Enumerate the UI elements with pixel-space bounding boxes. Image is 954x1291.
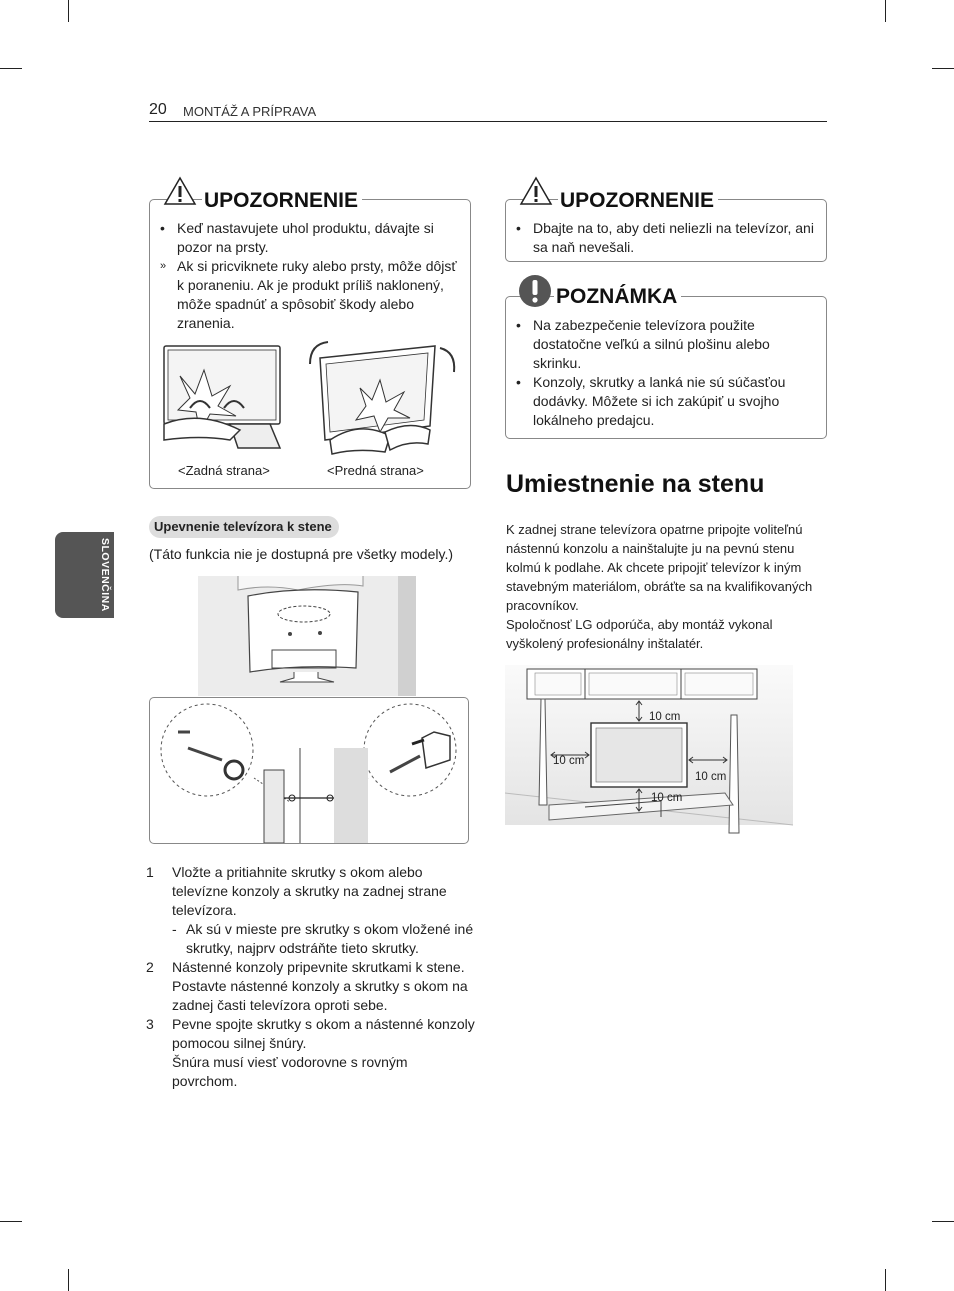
wall-mount-text — [506, 520, 826, 653]
crop-mark — [932, 1221, 954, 1222]
tv-angle-illustration — [160, 340, 460, 458]
crop-mark — [885, 1269, 886, 1291]
paragraph: K zadnej strane televízora opatrne pripojte voliteľnú nástennú konzolu a nainštalujte ju na pevnú stenu kolmú k podlahe. Ak chcete pripojiť televízor k iným stavebným materiálom, obráťte sa na kvalifikovaných pracovníkov. — [506, 522, 813, 613]
steps-list — [146, 863, 476, 1091]
wall-clearance-diagram — [505, 665, 795, 840]
header-rule — [149, 121, 827, 122]
language-tab-label: SLOVENČINA — [99, 538, 111, 612]
language-tab — [55, 532, 114, 618]
dimension-left: 10 cm — [553, 755, 585, 767]
tv-front-view — [310, 342, 454, 454]
caution-title-right: UPOZORNENIE — [558, 189, 718, 213]
list-item: - Ak sú v mieste pre skrutky s okom vložené iné skrutky, najprv odstráňte tieto skrutky. — [172, 921, 474, 956]
list-item: 3 Pevne spojte skrutky s okom a nástenné konzoly pomocou silnej šnúry. Šnúra musí viesť vodorovne s rovným povrchom. — [146, 1016, 475, 1089]
dimension-right: 10 cm — [695, 771, 727, 783]
dimension-top: 10 cm — [649, 711, 681, 723]
list-item: 2 Nástenné konzoly pripevnite skrutkami k stene. Postavte nástenné konzoly a skrutky s okom na zadnej časti televízora oproti sebe. — [146, 959, 468, 1013]
crop-mark — [68, 0, 69, 22]
exclamation-icon — [518, 274, 552, 308]
caution-box-left — [149, 199, 471, 489]
paragraph: Spoločnosť LG odporúča, aby montáž vykonal vyškolený profesionálny inštalatér. — [506, 617, 773, 651]
list-item: • Keď nastavujete uhol produktu, dávajte si pozor na prsty. — [160, 220, 434, 255]
crop-mark — [0, 1221, 22, 1222]
page-number: 20 — [149, 101, 167, 118]
warning-triangle-icon — [519, 176, 553, 206]
section-heading: Umiestnenie na stenu — [506, 470, 765, 498]
availability-note: (Táto funkcia nie je dostupná pre všetky modely.) — [149, 546, 454, 562]
note-title: POZNÁMKA — [554, 285, 681, 309]
caution-title-left: UPOZORNENIE — [202, 189, 362, 213]
note-list — [506, 316, 818, 430]
crop-mark — [68, 1269, 69, 1291]
section-title: MONTÁŽ A PRÍPRAVA — [183, 104, 317, 119]
tv-wall-illustration — [198, 576, 416, 696]
warning-triangle-icon — [163, 176, 197, 206]
eyebolt-bracket-illustration — [150, 698, 468, 843]
wall-fix-label: Upevnenie televízora k stene — [149, 516, 339, 538]
list-item: • Dbajte na to, aby deti neliezli na televízor, ani sa naň nevešali. — [516, 220, 814, 255]
list-item: » Ak si pricviknete ruky alebo prsty, môže dôjsť k poraneniu. Ak je produkt príliš naklonený, môže spadnúť a spôsobiť škody alebo zranenia. — [160, 258, 457, 331]
crop-mark — [0, 68, 22, 69]
bracket-detail-box — [149, 697, 469, 844]
note-box — [505, 296, 827, 439]
caption-back: <Zadná strana> — [178, 463, 270, 478]
crop-mark — [885, 0, 886, 22]
dimension-bottom: 10 cm — [651, 792, 683, 804]
list-item: • Konzoly, skrutky a lanká nie sú súčasťou dodávky. Môžete si ich zakúpiť u svojho lokálneho predajcu. — [516, 374, 786, 428]
list-item: • Na zabezpečenie televízora použite dostatočne veľkú a silnú plošinu alebo skrinku. — [516, 317, 770, 371]
caution-list — [150, 219, 462, 333]
caption-front: <Predná strana> — [327, 463, 424, 478]
caution-list — [506, 219, 818, 257]
crop-mark — [932, 68, 954, 69]
list-item: 1 Vložte a pritiahnite skrutky s okom alebo televízne konzoly a skrutky na zadnej strane televízora. — [146, 864, 447, 918]
tv-back-view — [164, 346, 280, 448]
